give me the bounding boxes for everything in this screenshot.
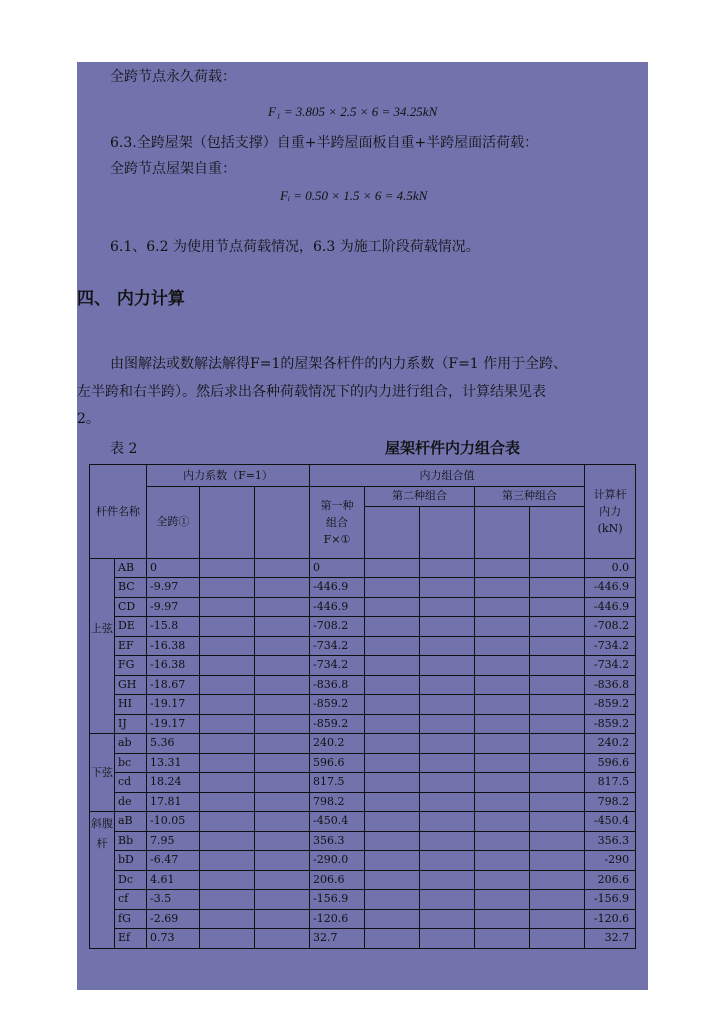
- paragraph-line-3: 2。: [77, 411, 100, 427]
- combo-empty: [475, 831, 530, 851]
- coef-full: -15.8: [147, 617, 200, 637]
- combo-empty: [475, 656, 530, 676]
- coef-full: -16.38: [147, 636, 200, 656]
- combo-empty: [365, 714, 420, 734]
- member-name: ab: [115, 734, 147, 754]
- combo-empty: [365, 870, 420, 890]
- permanent-load-line: 全跨节点永久荷载：: [110, 69, 236, 85]
- coef-full: 0.73: [147, 929, 200, 949]
- member-name: EF: [115, 636, 147, 656]
- calc-force-value: -290: [585, 851, 636, 871]
- member-name: de: [115, 792, 147, 812]
- header-second-combo: 第二种组合: [365, 487, 475, 507]
- table-row: [90, 578, 636, 598]
- coef-empty: [200, 578, 255, 598]
- coef-full: 7.95: [147, 831, 200, 851]
- combo-empty: [365, 578, 420, 598]
- combo-empty: [475, 812, 530, 832]
- member-name: fG: [115, 909, 147, 929]
- combo-empty: [420, 558, 475, 578]
- coef-empty: [255, 909, 310, 929]
- first-combo-value: -450.4: [310, 812, 365, 832]
- combo-empty: [420, 753, 475, 773]
- combo-empty: [530, 792, 585, 812]
- table-row: [90, 597, 636, 617]
- coef-empty: [200, 812, 255, 832]
- combo-empty: [475, 929, 530, 949]
- combo-empty: [475, 890, 530, 910]
- coef-empty: [255, 792, 310, 812]
- combo-empty: [420, 617, 475, 637]
- coef-empty: [255, 656, 310, 676]
- combo-empty: [365, 909, 420, 929]
- coef-full: 13.31: [147, 753, 200, 773]
- header-member-name: 杆件名称: [90, 465, 147, 559]
- coef-empty: [255, 734, 310, 754]
- first-combo-value: 206.6: [310, 870, 365, 890]
- coef-full: 5.36: [147, 734, 200, 754]
- combo-empty: [530, 617, 585, 637]
- table-row: [90, 929, 636, 949]
- formula-f1: F₁ = 3.805 × 2.5 × 6 = 34.25kN: [268, 104, 438, 119]
- table-row: [90, 675, 636, 695]
- member-name: FG: [115, 656, 147, 676]
- force-combination-table: [89, 464, 636, 949]
- coef-empty: [255, 812, 310, 832]
- table-row: [90, 695, 636, 715]
- first-combo-value: 596.6: [310, 753, 365, 773]
- first-combo-value: -156.9: [310, 890, 365, 910]
- group-label-lower: 下弦: [90, 734, 115, 812]
- combo-empty: [530, 636, 585, 656]
- first-combo-value: -734.2: [310, 656, 365, 676]
- member-name: CD: [115, 597, 147, 617]
- combo-empty: [420, 909, 475, 929]
- combo-empty: [365, 773, 420, 793]
- table-row: [90, 831, 636, 851]
- coef-full: 0: [147, 558, 200, 578]
- calc-force-value: 817.5: [585, 773, 636, 793]
- combo-empty: [475, 734, 530, 754]
- coef-empty: [200, 675, 255, 695]
- member-name: DE: [115, 617, 147, 637]
- header-full-span: 全跨①: [147, 487, 200, 559]
- coef-full: 17.81: [147, 792, 200, 812]
- combo-empty: [475, 636, 530, 656]
- header-sub-empty: [475, 506, 530, 558]
- calc-force-value: 0.0: [585, 558, 636, 578]
- member-name: AB: [115, 558, 147, 578]
- combo-empty: [475, 851, 530, 871]
- table-row: [90, 909, 636, 929]
- combo-empty: [365, 695, 420, 715]
- coef-empty: [200, 753, 255, 773]
- combo-empty: [530, 753, 585, 773]
- combo-empty: [365, 558, 420, 578]
- combo-empty: [420, 675, 475, 695]
- header-empty-coef-2: [200, 487, 255, 559]
- paragraph-line-1: 由图解法或数解法解得F=1的屋架各杆件的内力系数（F=1 作用于全跨、: [110, 356, 568, 372]
- combo-empty: [365, 636, 420, 656]
- coef-empty: [255, 597, 310, 617]
- coef-full: 18.24: [147, 773, 200, 793]
- table-row: [90, 734, 636, 754]
- coef-full: -18.67: [147, 675, 200, 695]
- combo-empty: [420, 831, 475, 851]
- combo-empty: [420, 773, 475, 793]
- coef-full: -9.97: [147, 597, 200, 617]
- header-sub-empty: [530, 506, 585, 558]
- coef-empty: [255, 675, 310, 695]
- coef-empty: [255, 890, 310, 910]
- combo-empty: [420, 812, 475, 832]
- member-name: Bb: [115, 831, 147, 851]
- coef-empty: [200, 695, 255, 715]
- combo-empty: [530, 909, 585, 929]
- calc-force-value: -859.2: [585, 714, 636, 734]
- member-name: GH: [115, 675, 147, 695]
- combo-empty: [475, 675, 530, 695]
- combo-empty: [420, 656, 475, 676]
- table-row: [90, 870, 636, 890]
- paragraph-line-2: 左半跨和右半跨）。然后求出各种荷载情况下的内力进行组合，计算结果见表: [77, 384, 546, 400]
- header-empty-coef-3: [255, 487, 310, 559]
- combo-empty: [365, 890, 420, 910]
- calc-force-value: -836.8: [585, 675, 636, 695]
- first-combo-value: -446.9: [310, 578, 365, 598]
- member-name: cf: [115, 890, 147, 910]
- calc-force-value: -446.9: [585, 578, 636, 598]
- calc-force-value: 32.7: [585, 929, 636, 949]
- combo-empty: [475, 617, 530, 637]
- combo-empty: [475, 578, 530, 598]
- calc-force-value: -446.9: [585, 597, 636, 617]
- calc-force-value: -156.9: [585, 890, 636, 910]
- member-name: BC: [115, 578, 147, 598]
- calc-force-value: 596.6: [585, 753, 636, 773]
- member-name: bD: [115, 851, 147, 871]
- table-row: [90, 851, 636, 871]
- first-combo-value: 240.2: [310, 734, 365, 754]
- coef-empty: [255, 929, 310, 949]
- combo-empty: [420, 792, 475, 812]
- combo-empty: [365, 851, 420, 871]
- coef-empty: [200, 890, 255, 910]
- coef-empty: [255, 753, 310, 773]
- combo-empty: [420, 734, 475, 754]
- combo-empty: [420, 695, 475, 715]
- coef-full: 4.61: [147, 870, 200, 890]
- combo-empty: [365, 753, 420, 773]
- header-sub-empty: [365, 506, 420, 558]
- combo-empty: [475, 714, 530, 734]
- first-combo-value: -708.2: [310, 617, 365, 637]
- member-name: Dc: [115, 870, 147, 890]
- coef-empty: [255, 636, 310, 656]
- combo-empty: [420, 714, 475, 734]
- table-row: [90, 812, 636, 832]
- combo-empty: [365, 792, 420, 812]
- combo-empty: [530, 929, 585, 949]
- member-name: HI: [115, 695, 147, 715]
- combo-empty: [365, 656, 420, 676]
- coef-empty: [200, 656, 255, 676]
- combo-empty: [530, 578, 585, 598]
- coef-full: -19.17: [147, 714, 200, 734]
- first-combo-value: -446.9: [310, 597, 365, 617]
- table-row: [90, 617, 636, 637]
- header-coefficient: 内力系数（F=1）: [147, 465, 310, 487]
- first-combo-value: 0: [310, 558, 365, 578]
- combo-empty: [365, 617, 420, 637]
- table-row: [90, 890, 636, 910]
- first-combo-value: 798.2: [310, 792, 365, 812]
- combo-empty: [365, 812, 420, 832]
- combo-empty: [475, 753, 530, 773]
- combo-empty: [420, 870, 475, 890]
- combo-empty: [475, 773, 530, 793]
- calc-force-value: -859.2: [585, 695, 636, 715]
- combo-empty: [530, 831, 585, 851]
- first-combo-value: -290.0: [310, 851, 365, 871]
- calc-force-value: 798.2: [585, 792, 636, 812]
- calc-force-value: -708.2: [585, 617, 636, 637]
- combo-empty: [475, 909, 530, 929]
- coef-empty: [255, 578, 310, 598]
- coef-empty: [200, 792, 255, 812]
- combo-empty: [530, 812, 585, 832]
- coef-full: -19.17: [147, 695, 200, 715]
- coef-full: -9.97: [147, 578, 200, 598]
- first-combo-value: 356.3: [310, 831, 365, 851]
- coef-full: -2.69: [147, 909, 200, 929]
- combo-empty: [530, 714, 585, 734]
- combo-empty: [530, 597, 585, 617]
- header-combination: 内力组合值: [310, 465, 585, 487]
- header-sub-empty: [420, 506, 475, 558]
- formula-fi: Fᵢ = 0.50 × 1.5 × 6 = 4.5kN: [280, 188, 428, 203]
- self-weight-line: 全跨节点屋架自重：: [110, 161, 236, 177]
- member-name: bc: [115, 753, 147, 773]
- calc-force-value: 356.3: [585, 831, 636, 851]
- combo-empty: [530, 675, 585, 695]
- combo-empty: [365, 734, 420, 754]
- coef-empty: [200, 870, 255, 890]
- header-first-combo: 第一种组合F×①: [310, 487, 365, 559]
- combo-empty: [365, 675, 420, 695]
- coef-empty: [200, 773, 255, 793]
- header-calc-force: 计算杆内力(kN): [585, 465, 636, 559]
- coef-empty: [255, 617, 310, 637]
- combo-empty: [530, 695, 585, 715]
- coef-empty: [255, 714, 310, 734]
- calc-force-value: 206.6: [585, 870, 636, 890]
- load-case-note: 6.1、6.2 为使用节点荷载情况，6.3 为施工阶段荷载情况。: [110, 239, 480, 255]
- combo-empty: [420, 929, 475, 949]
- coef-empty: [200, 929, 255, 949]
- table-label: 表 2: [110, 441, 138, 457]
- member-name: cd: [115, 773, 147, 793]
- first-combo-value: 32.7: [310, 929, 365, 949]
- calc-force-value: -734.2: [585, 656, 636, 676]
- coef-empty: [200, 636, 255, 656]
- group-label-web: 斜腹杆: [90, 812, 115, 949]
- first-combo-value: 817.5: [310, 773, 365, 793]
- header-third-combo: 第三种组合: [475, 487, 585, 507]
- coef-empty: [200, 714, 255, 734]
- combo-empty: [365, 929, 420, 949]
- table-row: [90, 753, 636, 773]
- member-name: IJ: [115, 714, 147, 734]
- combo-empty: [530, 890, 585, 910]
- coef-empty: [255, 831, 310, 851]
- coef-empty: [200, 831, 255, 851]
- coef-empty: [200, 617, 255, 637]
- coef-empty: [255, 851, 310, 871]
- first-combo-value: -859.2: [310, 714, 365, 734]
- coef-full: -3.5: [147, 890, 200, 910]
- combo-empty: [475, 695, 530, 715]
- first-combo-value: -120.6: [310, 909, 365, 929]
- coef-empty: [200, 734, 255, 754]
- coef-full: -6.47: [147, 851, 200, 871]
- first-combo-value: -859.2: [310, 695, 365, 715]
- table-title: 屋架杆件内力组合表: [385, 439, 521, 457]
- coef-empty: [200, 558, 255, 578]
- coef-empty: [200, 851, 255, 871]
- coef-empty: [255, 558, 310, 578]
- combo-empty: [420, 578, 475, 598]
- calc-force-value: -734.2: [585, 636, 636, 656]
- case-6-3-line: 6.3.全跨屋架（包括支撑）自重+半跨屋面板自重+半跨屋面活荷载：: [110, 135, 539, 151]
- first-combo-value: -734.2: [310, 636, 365, 656]
- coef-full: -10.05: [147, 812, 200, 832]
- combo-empty: [475, 870, 530, 890]
- coef-empty: [255, 870, 310, 890]
- table-row: [90, 656, 636, 676]
- combo-empty: [420, 851, 475, 871]
- section-heading: 四、 内力计算: [77, 289, 185, 309]
- table-row: [90, 773, 636, 793]
- table-row: [90, 636, 636, 656]
- combo-empty: [530, 558, 585, 578]
- calc-force-value: 240.2: [585, 734, 636, 754]
- coef-full: -16.38: [147, 656, 200, 676]
- combo-empty: [420, 636, 475, 656]
- combo-empty: [475, 558, 530, 578]
- table-row: [90, 792, 636, 812]
- combo-empty: [365, 831, 420, 851]
- coef-empty: [200, 597, 255, 617]
- calc-force-value: -450.4: [585, 812, 636, 832]
- combo-empty: [530, 734, 585, 754]
- coef-empty: [200, 909, 255, 929]
- member-name: aB: [115, 812, 147, 832]
- combo-empty: [420, 890, 475, 910]
- combo-empty: [365, 597, 420, 617]
- coef-empty: [255, 695, 310, 715]
- member-name: Ef: [115, 929, 147, 949]
- combo-empty: [475, 792, 530, 812]
- group-label-upper: 上弦: [90, 558, 115, 734]
- combo-empty: [530, 773, 585, 793]
- table-row: [90, 714, 636, 734]
- combo-empty: [475, 597, 530, 617]
- table-row: [90, 558, 636, 578]
- combo-empty: [530, 656, 585, 676]
- combo-empty: [530, 851, 585, 871]
- combo-empty: [420, 597, 475, 617]
- coef-empty: [255, 773, 310, 793]
- first-combo-value: -836.8: [310, 675, 365, 695]
- combo-empty: [530, 870, 585, 890]
- calc-force-value: -120.6: [585, 909, 636, 929]
